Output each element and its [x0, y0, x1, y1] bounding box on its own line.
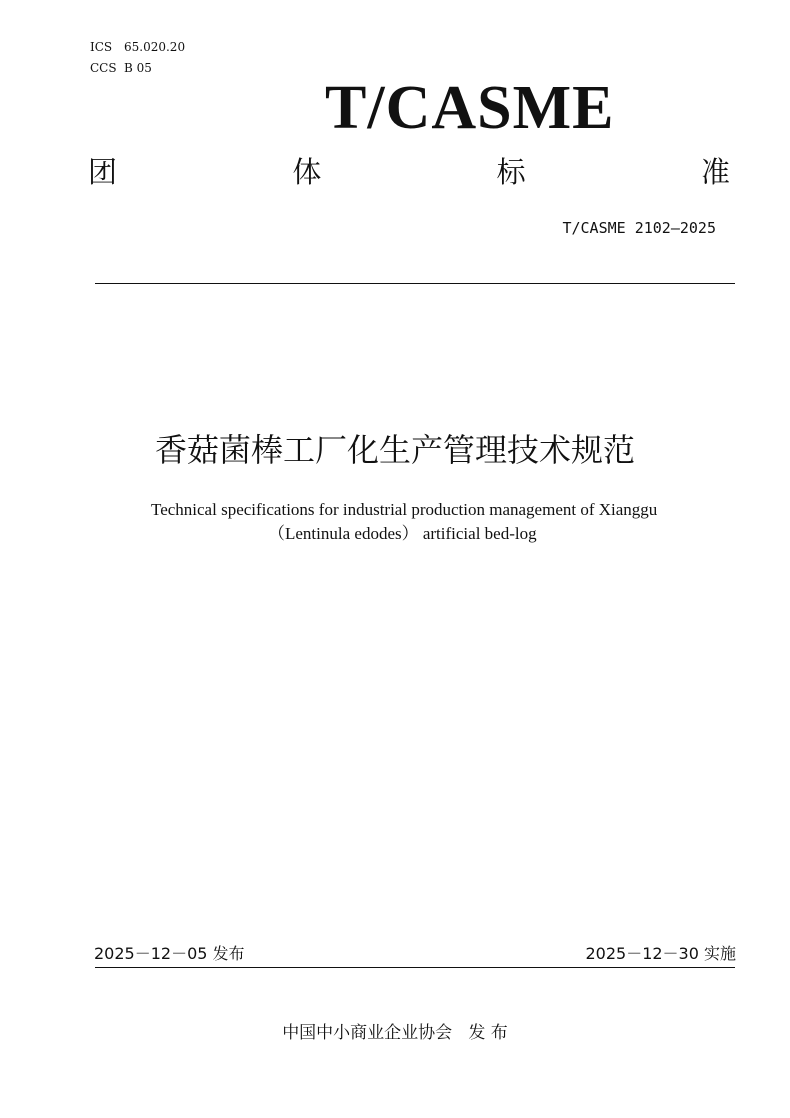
ics-label: ICS — [90, 40, 113, 54]
publisher: 中国中小商业企业协会 发 布 — [282, 1023, 508, 1043]
title-chinese: 香菇菌棒工厂化生产管理技术规范 — [154, 431, 635, 469]
implementation-date: 2025－12－30 实施 — [585, 944, 736, 963]
top-divider — [95, 283, 735, 284]
title-english-line2: （Lentinula edodes） artificial bed-log — [268, 524, 537, 543]
group-standard-char: 标 — [496, 155, 526, 189]
brand-logo-text: T/CASME — [325, 74, 615, 142]
group-standard-char: 准 — [700, 155, 730, 189]
ccs-code — [90, 61, 152, 75]
group-standard-char: 团 — [88, 155, 118, 189]
ccs-label: CCS — [90, 61, 117, 75]
bottom-divider — [95, 967, 735, 968]
ics-code — [90, 40, 185, 54]
title-english-line1: Technical specifications for industrial production management of Xianggu — [151, 500, 658, 519]
standard-number: T/CASME 2102—2025 — [562, 219, 716, 237]
ccs-value: B 05 — [124, 61, 152, 75]
group-standard-char: 体 — [292, 155, 322, 189]
issue-date: 2025－12－05 发布 — [94, 944, 245, 963]
ics-value: 65.020.20 — [124, 40, 186, 54]
group-standard-label — [88, 152, 730, 192]
